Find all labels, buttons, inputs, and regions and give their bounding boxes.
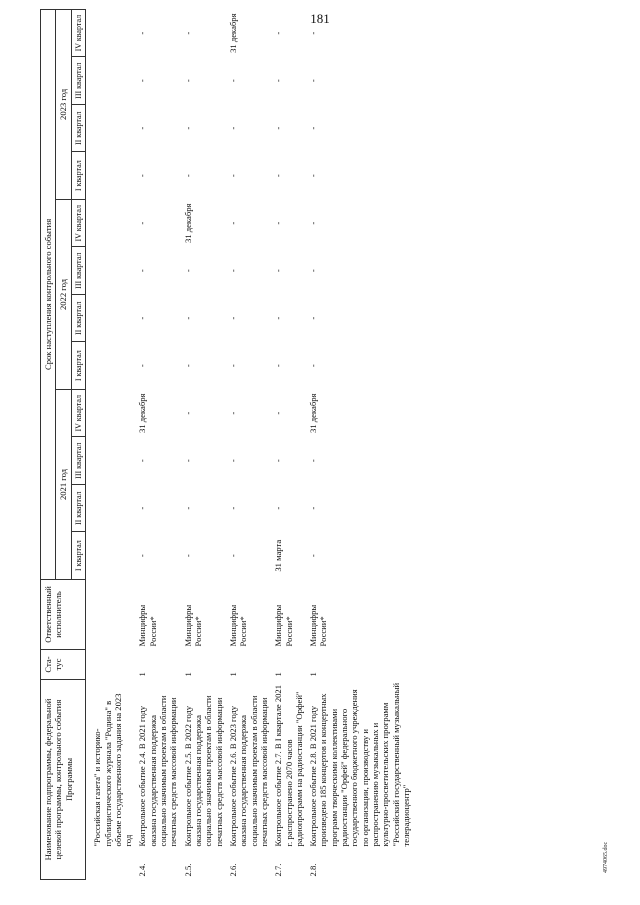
deadline-cell: - xyxy=(308,316,319,320)
deadline-cell: - xyxy=(308,459,319,463)
row-responsible: Минцифры России* xyxy=(308,604,329,647)
header-year-2021: 2021 год xyxy=(56,389,71,579)
deadline-cell xyxy=(86,342,136,390)
row-name: "Российская газета" и историко-публицистического журнала "Родина" в объеме государственного задания на 2023 год xyxy=(92,693,134,847)
deadline-cell: - xyxy=(273,269,284,273)
control-events-table xyxy=(40,9,413,880)
deadline-cell: - xyxy=(137,554,148,558)
deadline-cell: - xyxy=(182,506,193,510)
deadline-cell xyxy=(86,532,136,580)
deadline-cell: - xyxy=(308,221,319,225)
deadline-cell: - xyxy=(308,364,319,368)
deadline-cell: - xyxy=(308,31,319,35)
header-quarter: III квартал xyxy=(71,247,86,295)
deadline-cell xyxy=(86,9,136,57)
deadline-cell: - xyxy=(227,364,238,368)
deadline-cell: - xyxy=(182,269,193,273)
deadline-cell: 31 декабря xyxy=(227,13,238,53)
deadline-cell: - xyxy=(137,79,148,83)
row-status: 1 xyxy=(308,672,319,677)
row-number xyxy=(86,850,136,880)
row-status: 1 xyxy=(273,672,284,677)
row-number: 2.4. xyxy=(137,863,148,877)
deadline-cell: - xyxy=(273,221,284,225)
row-responsible xyxy=(86,579,136,649)
deadline-cell: - xyxy=(273,316,284,320)
deadline-cell xyxy=(86,294,136,342)
deadline-cell: 31 декабря xyxy=(182,203,193,243)
deadline-cell: - xyxy=(182,79,193,83)
header-quarter: I квартал xyxy=(71,152,86,200)
deadline-cell: - xyxy=(227,316,238,320)
header-quarter: II квартал xyxy=(71,104,86,152)
header-quarter: I квартал xyxy=(71,342,86,390)
deadline-cell: - xyxy=(308,174,319,178)
row-status: 1 xyxy=(227,672,238,677)
footer-document-code: 4974065.doc xyxy=(603,841,609,873)
row-number: 2.8. xyxy=(308,863,319,877)
row-responsible: Минцифры России* xyxy=(273,604,294,647)
header-status: Ста-тус xyxy=(41,649,86,679)
row-name: Контрольное событие 2.8. В 2021 году произведено 185 концертов и концертных программ творческими коллективами радиостанции "Орфей" федерального государственного бюджетного учреждения по организации, производству и распространению музыкальных и культурно-просветительских программ "Российский государственный музыкальный телерадиоцентр" xyxy=(308,682,411,847)
deadline-cell: - xyxy=(308,79,319,83)
table-row xyxy=(271,9,306,879)
deadline-cell: - xyxy=(137,126,148,130)
deadline-cell: - xyxy=(137,174,148,178)
deadline-cell: - xyxy=(273,506,284,510)
deadline-cell xyxy=(86,484,136,532)
deadline-cell: - xyxy=(137,316,148,320)
deadline-cell xyxy=(86,437,136,485)
deadline-cell: - xyxy=(227,459,238,463)
header-quarter: II квартал xyxy=(71,294,86,342)
deadline-cell: - xyxy=(182,316,193,320)
deadline-cell xyxy=(86,152,136,200)
deadline-cell: - xyxy=(227,79,238,83)
rotated-table-container xyxy=(40,10,600,880)
deadline-cell: - xyxy=(182,554,193,558)
deadline-cell: - xyxy=(137,221,148,225)
header-quarter: III квартал xyxy=(71,57,86,105)
deadline-cell: - xyxy=(273,174,284,178)
deadline-cell: - xyxy=(308,506,319,510)
deadline-cell: - xyxy=(182,459,193,463)
deadline-cell: - xyxy=(137,506,148,510)
row-name: Контрольное событие 2.5. В 2022 году оказана государственная поддержка социально значимым проектам в области печатных средств массовой информации xyxy=(182,695,224,847)
header-quarter: I квартал xyxy=(71,532,86,580)
deadline-cell: - xyxy=(182,411,193,415)
deadline-cell: - xyxy=(308,126,319,130)
row-status xyxy=(86,649,136,679)
table-row xyxy=(181,9,226,879)
deadline-cell: - xyxy=(227,221,238,225)
table-row xyxy=(86,9,136,879)
deadline-cell: - xyxy=(227,269,238,273)
header-quarter: IV квартал xyxy=(71,389,86,437)
row-name: Контрольное событие 2.4. В 2021 году оказана государственная поддержка социально значимым проектам в области печатных средств массовой информации xyxy=(137,695,179,847)
row-number: 2.7. xyxy=(273,863,284,877)
deadline-cell: 31 декабря xyxy=(137,393,148,433)
page-number: 181 xyxy=(310,11,330,26)
header-name: Наименование подпрограммы, федеральной целевой программы, контрольного события Программы xyxy=(41,679,86,879)
row-number: 2.6. xyxy=(227,863,238,877)
deadline-cell: - xyxy=(273,364,284,368)
table-row xyxy=(135,9,180,879)
row-status: 1 xyxy=(137,672,148,677)
deadline-cell: - xyxy=(227,174,238,178)
header-quarter: IV квартал xyxy=(71,199,86,247)
deadline-cell: - xyxy=(137,269,148,273)
header-quarter: II квартал xyxy=(71,484,86,532)
deadline-cell: - xyxy=(227,554,238,558)
deadline-cell: - xyxy=(182,126,193,130)
deadline-cell: - xyxy=(308,554,319,558)
deadline-cell: - xyxy=(182,31,193,35)
deadline-cell xyxy=(86,104,136,152)
deadline-cell: - xyxy=(273,459,284,463)
row-responsible: Минцифры России* xyxy=(182,604,204,647)
deadline-cell: - xyxy=(227,411,238,415)
deadline-cell xyxy=(86,247,136,295)
header-year-2022: 2022 год xyxy=(56,199,71,389)
deadline-cell: - xyxy=(137,459,148,463)
deadline-cell: - xyxy=(137,31,148,35)
row-responsible: Минцифры России* xyxy=(137,604,158,647)
deadline-cell xyxy=(86,199,136,247)
header-responsible: Ответственный исполнитель xyxy=(41,579,86,649)
row-name: Контрольное событие 2.6. В 2023 году оказана государственная поддержка социально значимым проектам в области печатных средств массовой информации xyxy=(227,695,269,847)
deadline-cell: - xyxy=(273,31,284,35)
deadline-cell: - xyxy=(273,126,284,130)
deadline-cell: - xyxy=(182,174,193,178)
row-name: Контрольное событие 2.7. В I квартале 2021 г. распространено 2070 часов радиопрограмм на радиостанции "Орфей" xyxy=(273,684,304,847)
deadline-cell xyxy=(86,389,136,437)
header-deadline: Срок наступления контрольного события xyxy=(41,9,56,579)
deadline-cell: - xyxy=(273,79,284,83)
deadline-cell: - xyxy=(308,269,319,273)
header-quarter: III квартал xyxy=(71,437,86,485)
header-quarter: IV квартал xyxy=(71,9,86,57)
deadline-cell: - xyxy=(227,126,238,130)
row-status: 1 xyxy=(182,672,193,677)
deadline-cell xyxy=(86,57,136,105)
deadline-cell: 31 декабря xyxy=(308,393,319,433)
deadline-cell: - xyxy=(182,364,193,368)
deadline-cell: - xyxy=(273,411,284,415)
table-row xyxy=(226,9,271,879)
deadline-cell: 31 марта xyxy=(273,539,284,572)
row-number: 2.5. xyxy=(182,863,193,877)
row-responsible: Минцифры России* xyxy=(227,604,249,647)
deadline-cell: - xyxy=(227,506,238,510)
table-row xyxy=(306,9,413,879)
deadline-cell: - xyxy=(137,364,148,368)
header-year-2023: 2023 год xyxy=(56,9,71,199)
